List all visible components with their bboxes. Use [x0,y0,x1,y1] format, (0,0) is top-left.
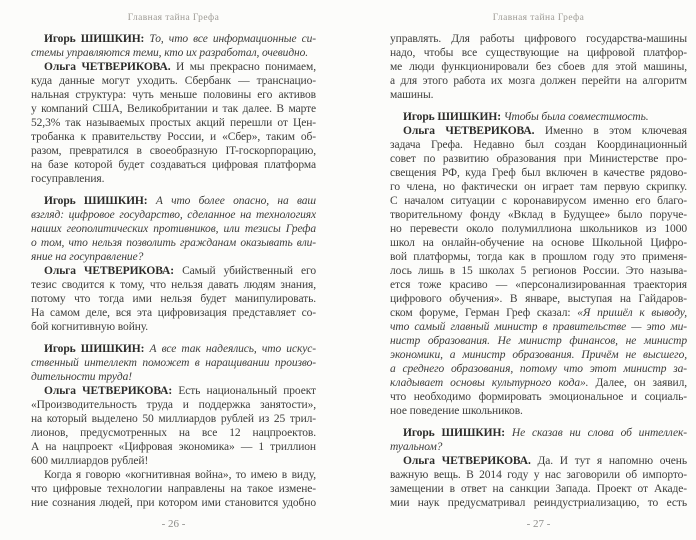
text-segment: свещения РФ, куда Греф был включен в качестве рядово- [390,167,687,179]
text-segment: о том, что нельзя позволить гражданам оказывать вли- [31,237,316,249]
text-segment: важную вещь. В 2014 году у нас заговорили об импорто- [390,469,687,481]
text-segment: Не сказав ни слова об интеллек- [511,427,687,439]
text-line [31,342,316,356]
text-segment: дительности труда! [31,371,132,383]
text-segment: замещении в ответ на санкции Запада. Проект от Акаде- [390,483,687,495]
text-line [31,384,316,398]
page-left [31,0,316,540]
text-segment: что необходимо формировать эмоциональное и социаль- [390,391,687,403]
text-line [390,334,687,348]
text-line [390,440,687,454]
text-line [390,376,687,390]
paragraph [390,110,687,124]
text-line [31,172,316,186]
page-text-block [31,32,316,510]
text-line [31,208,316,222]
text-line [31,356,316,370]
text-line [31,32,316,46]
text-line [31,306,316,320]
text-segment: нистр образования. Не министр финансов, не министр [390,335,687,347]
paragraph [390,124,687,418]
text-line [31,222,316,236]
paragraph [31,194,316,264]
text-segment: куда данные могут уходить. Сбербанк — транснацио- [31,75,316,87]
text-segment: задача Грефа. Недавно был создан Координационный [390,139,687,151]
text-segment: Именно в этом ключевая [544,125,687,137]
text-line [390,292,687,306]
text-line [390,482,687,496]
text-segment: творительному фонду «Вклад в Будущее» было поруче- [390,209,687,221]
text-segment: И мы прекрасно понимаем, [176,61,316,73]
text-segment: ется тоже красиво — «персонализированная траектория [390,279,687,291]
text-segment: потому что тогда ими нельзя будет манипулировать. [31,293,316,305]
page-number: - 26 - [161,518,186,530]
running-header: Главная тайна Грефа [127,13,220,23]
text-line [31,278,316,292]
text-line [390,348,687,362]
text-segment: разом, превратился в своеобразную IT-госкорпорацию, [31,145,316,157]
text-segment: у компаний США, Великобритании и так далее. В марте [31,103,316,115]
text-segment: лось лишь в 15 школах 5 регионов России. Это называ- [390,265,687,277]
paragraph [390,454,687,510]
text-segment: «Производительность труда и поддержка занятости», [31,399,316,411]
text-line [31,250,316,264]
text-line [31,292,316,306]
page-number: - 27 - [526,518,551,530]
text-line [31,116,316,130]
text-segment: экономики, а министр образования. Причём не высшего, [390,349,687,361]
text-line [390,320,687,334]
text-line [31,264,316,278]
text-line [31,74,316,88]
text-line [390,194,687,208]
text-line [390,454,687,468]
speaker-name: Ольга ЧЕТВЕРИКОВА. [403,125,545,137]
text-line [390,278,687,292]
speaker-name: Игорь ШИШКИН: [44,195,156,207]
text-segment: Есть национальный проект [178,385,316,397]
text-segment: наших геополитических противников, или тезисы Грефа [31,223,316,235]
paragraph [390,32,687,102]
speaker-name: Игорь ШИШКИН: [44,33,150,45]
text-segment: на базе которой будет создаваться цифровая платформа [31,159,316,171]
text-segment: цифрового обучения». В январе, выступая на Гайдаров- [390,293,687,305]
text-line [390,222,687,236]
text-line [31,440,316,454]
speaker-name: Игорь ШИШКИН: [403,111,504,123]
text-line [390,74,687,88]
text-segment: кладывает основы культурного кода». [390,377,589,389]
page-text-block [390,32,687,510]
text-segment: нальная структура: чуть меньше половины его активов [31,89,316,101]
speaker-name: Ольга ЧЕТВЕРИКОВА: [44,385,179,397]
text-segment: машины. [390,89,434,101]
text-segment: тробанка к правительству России, и «Сбер», таким об- [31,131,316,143]
text-segment: туальном? [390,441,443,453]
text-line [390,404,687,418]
text-line [390,180,687,194]
text-segment: ственный интеллект поможет в наращивании произво- [31,357,316,369]
text-segment: То, что все информационные си- [149,33,316,45]
text-segment: ние сознания людей, при котором ими становится удобно [31,497,316,509]
text-line [390,46,687,60]
paragraph [31,384,316,468]
text-segment: 600 миллиардов рублей! [31,455,149,467]
text-segment: но перевести около полумиллиона школьников из 1000 [390,223,687,235]
text-line [390,264,687,278]
text-line [390,110,687,124]
paragraph [31,264,316,334]
text-line [390,306,687,320]
paragraph [31,342,316,384]
text-line [390,390,687,404]
text-segment: совет по развитию образования при Министерстве про- [390,153,687,165]
text-line [31,482,316,496]
text-segment: бой когнитивную войну. [31,321,149,333]
text-segment: на который выделено 50 миллиардов рублей из 25 трил- [31,413,316,425]
page-right [390,0,687,540]
text-line [31,320,316,334]
speaker-name: Игорь ШИШКИН: [403,427,512,439]
text-segment: С началом ситуации с коронавирусом именно его благо- [390,195,687,207]
text-line [31,496,316,510]
text-segment: А все так надеялись, что искус- [149,343,316,355]
text-segment: мии наук предусматривал реиндустриализацию, то есть [390,497,687,509]
text-segment: Да. И тут я напомню очень [537,455,687,467]
text-segment: 52,3% так называемых простых акций перешли от Цен- [31,117,316,129]
text-line [31,88,316,102]
text-line [31,194,316,208]
text-line [390,166,687,180]
speaker-name: Игорь ШИШКИН: [44,343,150,355]
text-line [31,60,316,74]
text-segment: тезис сводится к тому, что нельзя давать людям знания, [31,279,316,291]
text-segment: Чтобы была совместимость. [503,111,649,123]
text-segment: вой платформы, тогда как в прошлом году это применя- [390,251,687,263]
text-segment: госуправления. [31,173,105,185]
text-line [31,46,316,60]
text-segment: На самом деле, вся эта цифровизация представляет со- [31,307,316,319]
text-line [31,102,316,116]
text-line [31,130,316,144]
text-line [31,144,316,158]
text-segment: ное поведение школьников. [390,405,523,417]
text-segment: ском форуме, Герман Греф сказал: [390,307,578,319]
speaker-name: Ольга ЧЕТВЕРИКОВА. [44,61,177,73]
text-segment: стемы управляются теми, кто их разработал, очевидно. [31,47,309,59]
text-line [31,236,316,250]
text-line [31,426,316,440]
text-segment: а для этого работа их мозга должен перейти на алгоритм [390,75,687,87]
text-segment: управлять. Для работы цифрового государства-машины [390,33,687,45]
text-segment: «Я пришёл к выводу, [577,307,687,319]
text-segment: ме люди функционировали без сбоев для этой машины, [390,61,687,73]
paragraph [31,468,316,510]
text-line [390,468,687,482]
text-line [390,60,687,74]
text-line [390,250,687,264]
text-segment: го члена, но фактически он играет там первую скрипку. [390,181,687,193]
text-line [390,208,687,222]
text-segment: взгляд: цифровое государство, сделанное на технологиях [31,209,316,221]
text-segment: А на нацпроект «Цифровая экономика» — 1 триллион [31,441,316,453]
text-line [390,496,687,510]
text-line [31,412,316,426]
paragraph [390,426,687,454]
text-segment: Самый убийственный его [182,265,316,277]
text-segment: школ на онлайн-обучение на основе Школьной Цифро- [390,237,687,249]
text-line [31,398,316,412]
text-line [390,362,687,376]
text-segment: что самый главный министр в правительстве — это ми- [390,321,687,333]
text-line [31,370,316,384]
running-header: Главная тайна Грефа [492,13,585,23]
text-line [390,88,687,102]
text-line [390,32,687,46]
text-line [390,138,687,152]
text-segment: а среднего образования, потому что этот министр за- [390,363,687,375]
text-segment: лионов, предусмотренных на все 12 нацпроектов. [31,427,316,439]
text-line [390,236,687,250]
text-line [390,152,687,166]
text-segment: яние на госуправление? [31,251,144,263]
text-line [31,468,316,482]
text-line [31,158,316,172]
text-line [390,426,687,440]
speaker-name: Ольга ЧЕТВЕРИКОВА. [403,455,538,467]
text-segment: Далее, он заявил, [588,377,687,389]
text-segment: А что более опасно, на ваш [155,195,316,207]
text-segment: Когда я говорю «когнитивная война», то имею в виду, [44,469,316,481]
text-line [390,124,687,138]
text-line [31,454,316,468]
paragraph [31,60,316,186]
speaker-name: Ольга ЧЕТВЕРИКОВА: [44,265,183,277]
text-segment: что цифровые технологии направлены на такое измене- [31,483,316,495]
paragraph [31,32,316,60]
text-segment: надо, чтобы все существующие на цифровой платфор- [390,47,687,59]
